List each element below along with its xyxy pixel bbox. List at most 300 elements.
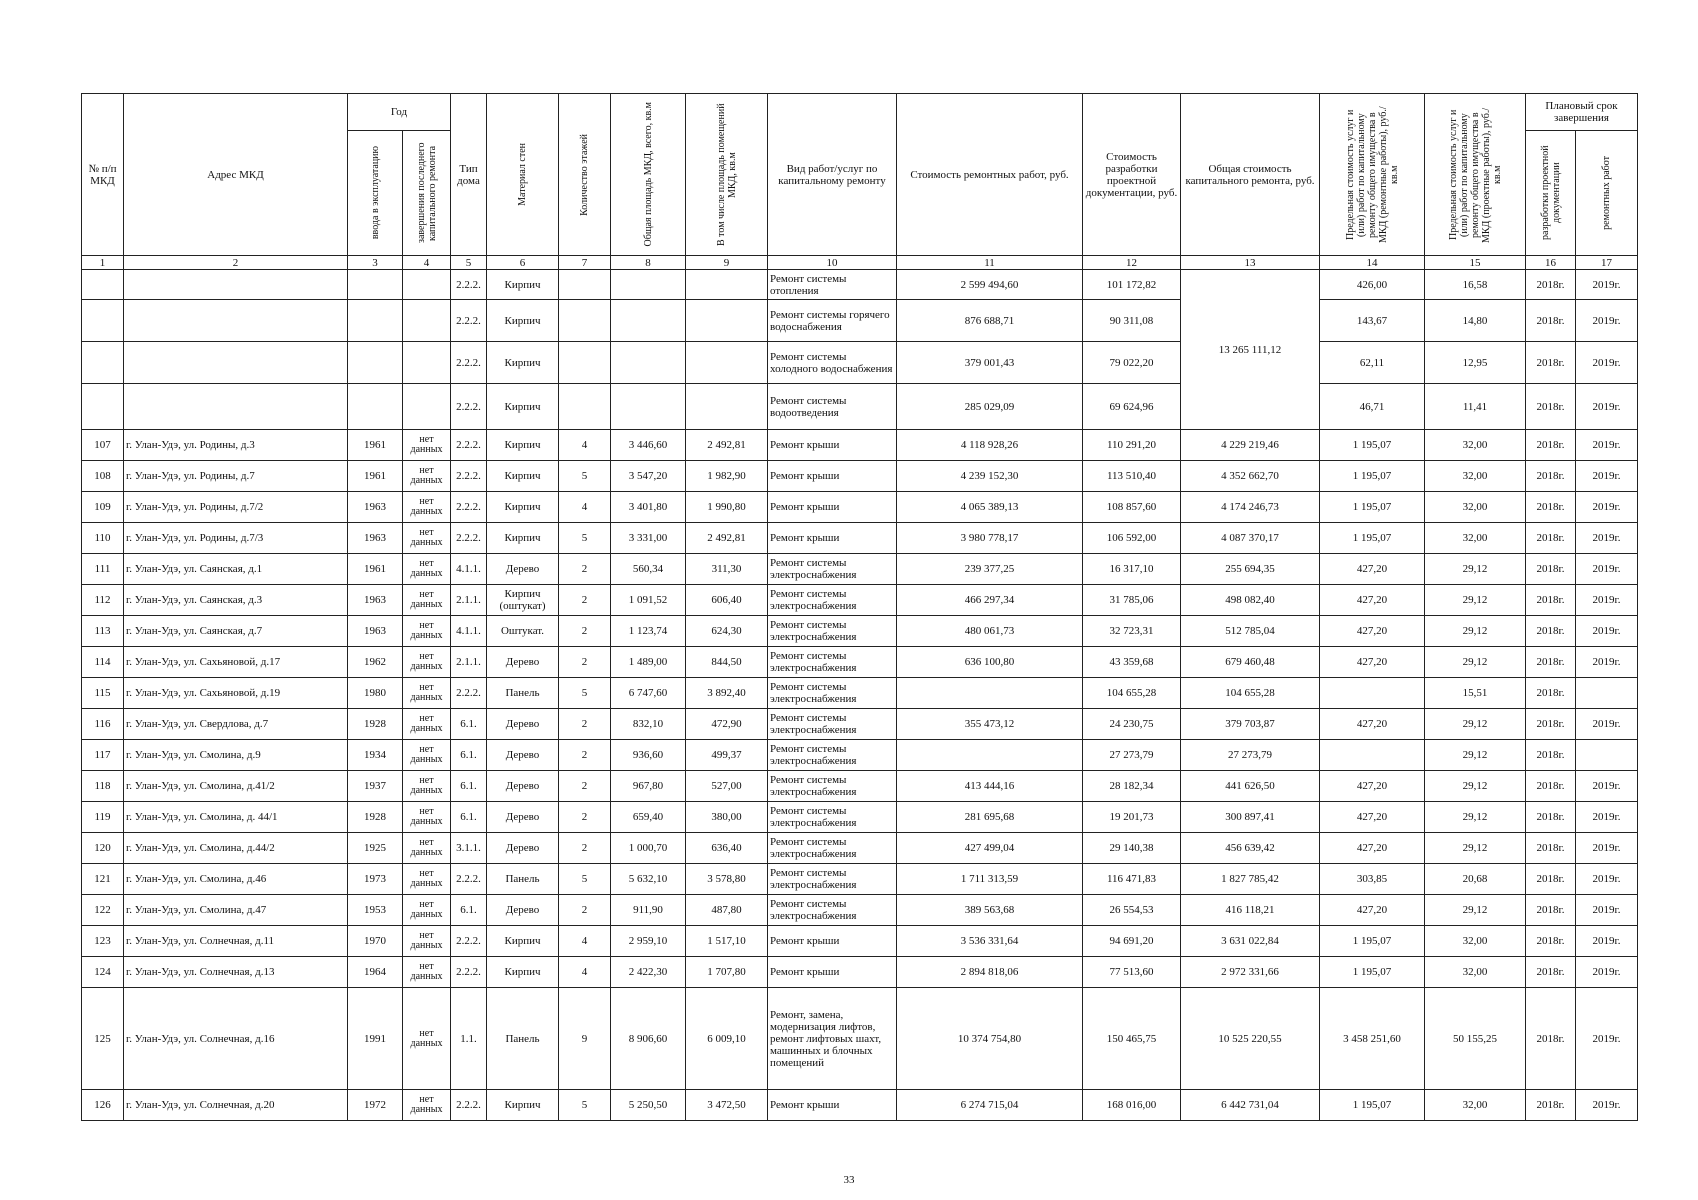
- total-cost-cell: 27 273,79: [1181, 740, 1320, 771]
- table-row: [82, 833, 1638, 864]
- floors-cell: 5: [559, 864, 611, 895]
- limit-design-cell: 14,80: [1425, 300, 1526, 342]
- table-cell: [611, 270, 686, 300]
- limit-design-cell: 32,00: [1425, 957, 1526, 988]
- limit-repair-cell: [1320, 740, 1425, 771]
- total-area-cell: 967,80: [611, 771, 686, 802]
- work-cell: Ремонт крыши: [768, 430, 897, 461]
- total-cost-cell: 512 785,04: [1181, 616, 1320, 647]
- floors-cell: 2: [559, 709, 611, 740]
- year-repair-cell: нет данных: [403, 864, 451, 895]
- type-cell: 2.1.1.: [451, 585, 487, 616]
- deadline-design-cell: 2018г.: [1526, 554, 1576, 585]
- deadline-design-cell: 2018г.: [1526, 523, 1576, 554]
- row-number-cell: 125: [82, 988, 124, 1090]
- table-row: [82, 1090, 1638, 1121]
- limit-design-cell: 32,00: [1425, 523, 1526, 554]
- deadline-repair-cell: 2019г.: [1576, 895, 1638, 926]
- year-commission-cell: 1961: [348, 554, 403, 585]
- table-cell: [124, 342, 348, 384]
- repair-cost-cell: 480 061,73: [897, 616, 1083, 647]
- total-cost-cell: 10 525 220,55: [1181, 988, 1320, 1090]
- design-cost-cell: 106 592,00: [1083, 523, 1181, 554]
- work-cell: Ремонт, замена, модернизация лифтов, ремонт лифтовых шахт, машинных и блочных помещений: [768, 988, 897, 1090]
- total-cost-cell: 379 703,87: [1181, 709, 1320, 740]
- deadline-repair-cell: 2019г.: [1576, 492, 1638, 523]
- deadline-repair-cell: 2019г.: [1576, 771, 1638, 802]
- row-number-cell: 116: [82, 709, 124, 740]
- deadline-repair-cell: 2019г.: [1576, 523, 1638, 554]
- header-year-repair: завершения последнего капитального ремонта: [403, 131, 451, 256]
- material-cell: Кирпич: [487, 1090, 559, 1121]
- deadline-repair-cell: 2019г.: [1576, 833, 1638, 864]
- row-number-cell: 119: [82, 802, 124, 833]
- living-area-cell: 527,00: [686, 771, 768, 802]
- design-cost-cell: 69 624,96: [1083, 384, 1181, 430]
- work-cell: Ремонт системы электроснабжения: [768, 585, 897, 616]
- table-row: [82, 988, 1638, 1090]
- type-cell: 2.2.2.: [451, 1090, 487, 1121]
- repair-cost-cell: 1 711 313,59: [897, 864, 1083, 895]
- year-commission-cell: 1928: [348, 709, 403, 740]
- deadline-design-cell: 2018г.: [1526, 740, 1576, 771]
- table-row: [82, 771, 1638, 802]
- type-cell: 2.2.2.: [451, 492, 487, 523]
- address-cell: г. Улан-Удэ, ул. Родины, д.3: [124, 430, 348, 461]
- repair-cost-cell: 6 274 715,04: [897, 1090, 1083, 1121]
- material-cell: Дерево: [487, 554, 559, 585]
- design-cost-cell: 19 201,73: [1083, 802, 1181, 833]
- table-cell: [686, 300, 768, 342]
- limit-design-cell: 32,00: [1425, 492, 1526, 523]
- address-cell: г. Улан-Удэ, ул. Смолина, д. 44/1: [124, 802, 348, 833]
- limit-design-cell: 32,00: [1425, 1090, 1526, 1121]
- work-cell: Ремонт крыши: [768, 461, 897, 492]
- deadline-design-cell: 2018г.: [1526, 709, 1576, 740]
- design-cost-cell: 90 311,08: [1083, 300, 1181, 342]
- floors-cell: 2: [559, 802, 611, 833]
- address-cell: г. Улан-Удэ, ул. Сахьяновой, д.19: [124, 678, 348, 709]
- deadline-repair-cell: [1576, 678, 1638, 709]
- living-area-cell: 3 892,40: [686, 678, 768, 709]
- table-body: [82, 270, 1638, 1121]
- limit-design-cell: 29,12: [1425, 895, 1526, 926]
- design-cost-cell: 168 016,00: [1083, 1090, 1181, 1121]
- table-row: [82, 802, 1638, 833]
- deadline-repair-cell: 2019г.: [1576, 988, 1638, 1090]
- design-cost-cell: 116 471,83: [1083, 864, 1181, 895]
- deadline-repair-cell: 2019г.: [1576, 554, 1638, 585]
- type-cell: 2.2.2.: [451, 926, 487, 957]
- type-cell: 6.1.: [451, 802, 487, 833]
- type-cell: 2.2.2.: [451, 270, 487, 300]
- row-number-cell: 126: [82, 1090, 124, 1121]
- table-row: [82, 384, 1638, 430]
- limit-repair-cell: 1 195,07: [1320, 926, 1425, 957]
- type-cell: 6.1.: [451, 895, 487, 926]
- year-commission-cell: 1991: [348, 988, 403, 1090]
- row-number-cell: 124: [82, 957, 124, 988]
- limit-repair-cell: 143,67: [1320, 300, 1425, 342]
- total-area-cell: 3 446,60: [611, 430, 686, 461]
- header-limit-repair: Предельная стоимость услуг и (или) работ по капитальному ремонту общего имущества в МКД (ремонтные работы), руб./кв.м: [1320, 94, 1425, 256]
- address-cell: г. Улан-Удэ, ул. Сахьяновой, д.17: [124, 647, 348, 678]
- address-cell: г. Улан-Удэ, ул. Солнечная, д.13: [124, 957, 348, 988]
- year-repair-cell: нет данных: [403, 957, 451, 988]
- material-cell: Дерево: [487, 833, 559, 864]
- floors-cell: 4: [559, 926, 611, 957]
- limit-repair-cell: 427,20: [1320, 616, 1425, 647]
- year-commission-cell: 1963: [348, 523, 403, 554]
- design-cost-cell: 79 022,20: [1083, 342, 1181, 384]
- living-area-cell: 624,30: [686, 616, 768, 647]
- total-cost-cell: 4 174 246,73: [1181, 492, 1320, 523]
- design-cost-cell: 104 655,28: [1083, 678, 1181, 709]
- floors-cell: 5: [559, 1090, 611, 1121]
- total-cost-cell: 456 639,42: [1181, 833, 1320, 864]
- type-cell: 3.1.1.: [451, 833, 487, 864]
- deadline-design-cell: 2018г.: [1526, 988, 1576, 1090]
- limit-repair-cell: 3 458 251,60: [1320, 988, 1425, 1090]
- total-cost-cell: 2 972 331,66: [1181, 957, 1320, 988]
- type-cell: 6.1.: [451, 740, 487, 771]
- document-page: [81, 93, 1637, 1121]
- header-design-cost: Стоимость разработки проектной документации, руб.: [1083, 94, 1181, 256]
- work-cell: Ремонт крыши: [768, 492, 897, 523]
- deadline-design-cell: 2018г.: [1526, 957, 1576, 988]
- type-cell: 6.1.: [451, 771, 487, 802]
- limit-repair-cell: 427,20: [1320, 647, 1425, 678]
- limit-design-cell: 32,00: [1425, 461, 1526, 492]
- limit-repair-cell: 1 195,07: [1320, 523, 1425, 554]
- table-cell: [611, 300, 686, 342]
- total-cost-cell: 13 265 111,12: [1181, 270, 1320, 430]
- repair-cost-cell: 379 001,43: [897, 342, 1083, 384]
- header-deadline-group: Плановый срок завершения: [1526, 94, 1638, 131]
- column-number: 1: [82, 256, 124, 270]
- table-cell: [124, 300, 348, 342]
- year-repair-cell: нет данных: [403, 926, 451, 957]
- table-row: [82, 864, 1638, 895]
- design-cost-cell: 31 785,06: [1083, 585, 1181, 616]
- work-cell: Ремонт системы электроснабжения: [768, 895, 897, 926]
- column-number: 16: [1526, 256, 1576, 270]
- living-area-cell: 2 492,81: [686, 523, 768, 554]
- address-cell: г. Улан-Удэ, ул. Солнечная, д.11: [124, 926, 348, 957]
- column-number: 10: [768, 256, 897, 270]
- deadline-design-cell: 2018г.: [1526, 1090, 1576, 1121]
- column-number: 11: [897, 256, 1083, 270]
- limit-repair-cell: 1 195,07: [1320, 461, 1425, 492]
- year-repair-cell: нет данных: [403, 895, 451, 926]
- floors-cell: 2: [559, 895, 611, 926]
- repair-cost-cell: 4 118 928,26: [897, 430, 1083, 461]
- address-cell: г. Улан-Удэ, ул. Смолина, д.44/2: [124, 833, 348, 864]
- deadline-repair-cell: 2019г.: [1576, 461, 1638, 492]
- total-area-cell: 6 747,60: [611, 678, 686, 709]
- material-cell: Дерево: [487, 647, 559, 678]
- total-cost-cell: 1 827 785,42: [1181, 864, 1320, 895]
- work-cell: Ремонт крыши: [768, 926, 897, 957]
- address-cell: г. Улан-Удэ, ул. Саянская, д.7: [124, 616, 348, 647]
- repair-cost-cell: 4 239 152,30: [897, 461, 1083, 492]
- total-area-cell: 1 489,00: [611, 647, 686, 678]
- material-cell: Дерево: [487, 740, 559, 771]
- material-cell: Кирпич: [487, 926, 559, 957]
- deadline-repair-cell: 2019г.: [1576, 926, 1638, 957]
- address-cell: г. Улан-Удэ, ул. Родины, д.7/3: [124, 523, 348, 554]
- total-area-cell: 560,34: [611, 554, 686, 585]
- limit-repair-cell: 1 195,07: [1320, 430, 1425, 461]
- deadline-design-cell: 2018г.: [1526, 300, 1576, 342]
- type-cell: 2.2.2.: [451, 430, 487, 461]
- floors-cell: 5: [559, 523, 611, 554]
- repair-cost-cell: 3 536 331,64: [897, 926, 1083, 957]
- type-cell: 2.2.2.: [451, 957, 487, 988]
- work-cell: Ремонт крыши: [768, 1090, 897, 1121]
- total-area-cell: 832,10: [611, 709, 686, 740]
- year-repair-cell: нет данных: [403, 709, 451, 740]
- limit-design-cell: 29,12: [1425, 554, 1526, 585]
- year-repair-cell: нет данных: [403, 833, 451, 864]
- repair-cost-cell: [897, 740, 1083, 771]
- row-number-cell: 123: [82, 926, 124, 957]
- limit-repair-cell: 1 195,07: [1320, 1090, 1425, 1121]
- table-row: [82, 523, 1638, 554]
- deadline-design-cell: 2018г.: [1526, 864, 1576, 895]
- table-row: [82, 616, 1638, 647]
- table-cell: [348, 270, 403, 300]
- material-cell: Кирпич: [487, 300, 559, 342]
- year-repair-cell: нет данных: [403, 647, 451, 678]
- limit-design-cell: 32,00: [1425, 926, 1526, 957]
- row-number-cell: 112: [82, 585, 124, 616]
- table-row: [82, 895, 1638, 926]
- limit-design-cell: 50 155,25: [1425, 988, 1526, 1090]
- floors-cell: 2: [559, 771, 611, 802]
- limit-repair-cell: 426,00: [1320, 270, 1425, 300]
- row-number-cell: 107: [82, 430, 124, 461]
- total-cost-cell: 498 082,40: [1181, 585, 1320, 616]
- address-cell: г. Улан-Удэ, ул. Солнечная, д.20: [124, 1090, 348, 1121]
- work-cell: Ремонт крыши: [768, 523, 897, 554]
- design-cost-cell: 27 273,79: [1083, 740, 1181, 771]
- repair-cost-cell: 4 065 389,13: [897, 492, 1083, 523]
- row-number-cell: 117: [82, 740, 124, 771]
- floors-cell: 2: [559, 740, 611, 771]
- address-cell: г. Улан-Удэ, ул. Солнечная, д.16: [124, 988, 348, 1090]
- year-commission-cell: 1937: [348, 771, 403, 802]
- limit-repair-cell: 1 195,07: [1320, 957, 1425, 988]
- deadline-repair-cell: 2019г.: [1576, 270, 1638, 300]
- limit-repair-cell: 427,20: [1320, 833, 1425, 864]
- material-cell: Кирпич: [487, 270, 559, 300]
- work-cell: Ремонт системы электроснабжения: [768, 709, 897, 740]
- total-cost-cell: 679 460,48: [1181, 647, 1320, 678]
- table-row: [82, 740, 1638, 771]
- total-area-cell: 8 906,60: [611, 988, 686, 1090]
- limit-design-cell: 20,68: [1425, 864, 1526, 895]
- column-number: 14: [1320, 256, 1425, 270]
- column-number: 8: [611, 256, 686, 270]
- column-number: 5: [451, 256, 487, 270]
- material-cell: Дерево: [487, 802, 559, 833]
- design-cost-cell: 110 291,20: [1083, 430, 1181, 461]
- living-area-cell: 1 982,90: [686, 461, 768, 492]
- material-cell: Кирпич: [487, 957, 559, 988]
- total-cost-cell: 6 442 731,04: [1181, 1090, 1320, 1121]
- total-area-cell: 659,40: [611, 802, 686, 833]
- floors-cell: 2: [559, 647, 611, 678]
- year-repair-cell: нет данных: [403, 678, 451, 709]
- table-cell: [559, 384, 611, 430]
- living-area-cell: 1 990,80: [686, 492, 768, 523]
- work-cell: Ремонт системы электроснабжения: [768, 802, 897, 833]
- total-cost-cell: 4 229 219,46: [1181, 430, 1320, 461]
- address-cell: г. Улан-Удэ, ул. Смолина, д.46: [124, 864, 348, 895]
- material-cell: Панель: [487, 678, 559, 709]
- table-row: [82, 709, 1638, 740]
- year-repair-cell: нет данных: [403, 554, 451, 585]
- limit-repair-cell: 1 195,07: [1320, 492, 1425, 523]
- table-cell: [559, 300, 611, 342]
- work-cell: Ремонт системы электроснабжения: [768, 616, 897, 647]
- repair-cost-cell: 3 980 778,17: [897, 523, 1083, 554]
- table-cell: [559, 342, 611, 384]
- total-area-cell: 3 331,00: [611, 523, 686, 554]
- year-commission-cell: 1963: [348, 492, 403, 523]
- header-total-cost: Общая стоимость капитального ремонта, руб.: [1181, 94, 1320, 256]
- type-cell: 4.1.1.: [451, 554, 487, 585]
- year-commission-cell: 1928: [348, 802, 403, 833]
- work-cell: Ремонт системы электроснабжения: [768, 864, 897, 895]
- header-address: Адрес МКД: [124, 94, 348, 256]
- address-cell: г. Улан-Удэ, ул. Смолина, д.41/2: [124, 771, 348, 802]
- table-row: [82, 957, 1638, 988]
- deadline-design-cell: 2018г.: [1526, 802, 1576, 833]
- repair-cost-cell: [897, 678, 1083, 709]
- deadline-design-cell: 2018г.: [1526, 895, 1576, 926]
- floors-cell: 4: [559, 492, 611, 523]
- type-cell: 2.2.2.: [451, 384, 487, 430]
- material-cell: Дерево: [487, 771, 559, 802]
- limit-repair-cell: 62,11: [1320, 342, 1425, 384]
- work-cell: Ремонт системы холодного водоснабжения: [768, 342, 897, 384]
- year-commission-cell: 1953: [348, 895, 403, 926]
- type-cell: 2.2.2.: [451, 300, 487, 342]
- limit-design-cell: 12,95: [1425, 342, 1526, 384]
- row-number-cell: 110: [82, 523, 124, 554]
- header-type: Тип дома: [451, 94, 487, 256]
- row-number-cell: 115: [82, 678, 124, 709]
- repair-cost-cell: 355 473,12: [897, 709, 1083, 740]
- limit-repair-cell: 427,20: [1320, 709, 1425, 740]
- year-commission-cell: 1961: [348, 461, 403, 492]
- deadline-design-cell: 2018г.: [1526, 616, 1576, 647]
- design-cost-cell: 77 513,60: [1083, 957, 1181, 988]
- deadline-repair-cell: 2019г.: [1576, 802, 1638, 833]
- material-cell: Кирпич: [487, 430, 559, 461]
- table-cell: [124, 384, 348, 430]
- year-commission-cell: 1962: [348, 647, 403, 678]
- repair-cost-cell: 2 894 818,06: [897, 957, 1083, 988]
- total-cost-cell: 300 897,41: [1181, 802, 1320, 833]
- column-number: 7: [559, 256, 611, 270]
- year-commission-cell: 1970: [348, 926, 403, 957]
- address-cell: г. Улан-Удэ, ул. Саянская, д.1: [124, 554, 348, 585]
- total-area-cell: 5 250,50: [611, 1090, 686, 1121]
- floors-cell: 2: [559, 585, 611, 616]
- deadline-repair-cell: 2019г.: [1576, 709, 1638, 740]
- total-area-cell: 1 123,74: [611, 616, 686, 647]
- total-area-cell: 3 401,80: [611, 492, 686, 523]
- total-area-cell: 936,60: [611, 740, 686, 771]
- material-cell: Панель: [487, 864, 559, 895]
- year-commission-cell: 1963: [348, 585, 403, 616]
- deadline-repair-cell: 2019г.: [1576, 300, 1638, 342]
- table-cell: [559, 270, 611, 300]
- year-repair-cell: нет данных: [403, 988, 451, 1090]
- table-cell: [348, 384, 403, 430]
- design-cost-cell: 29 140,38: [1083, 833, 1181, 864]
- living-area-cell: 1 707,80: [686, 957, 768, 988]
- living-area-cell: 606,40: [686, 585, 768, 616]
- header-limit-design: Предельная стоимость услуг и (или) работ по капитальному ремонту общего имущества в МКД (проектные работы), руб./кв.м: [1425, 94, 1526, 256]
- column-number: 17: [1576, 256, 1638, 270]
- limit-design-cell: 16,58: [1425, 270, 1526, 300]
- work-cell: Ремонт системы отопления: [768, 270, 897, 300]
- table-row: [82, 270, 1638, 300]
- year-commission-cell: 1963: [348, 616, 403, 647]
- table-row: [82, 342, 1638, 384]
- work-cell: Ремонт системы электроснабжения: [768, 678, 897, 709]
- year-repair-cell: нет данных: [403, 461, 451, 492]
- year-commission-cell: 1934: [348, 740, 403, 771]
- living-area-cell: 844,50: [686, 647, 768, 678]
- material-cell: Оштукат.: [487, 616, 559, 647]
- row-number-cell: 120: [82, 833, 124, 864]
- deadline-repair-cell: 2019г.: [1576, 647, 1638, 678]
- table-cell: [611, 384, 686, 430]
- design-cost-cell: 24 230,75: [1083, 709, 1181, 740]
- limit-design-cell: 29,12: [1425, 647, 1526, 678]
- table-cell: [403, 300, 451, 342]
- total-area-cell: 3 547,20: [611, 461, 686, 492]
- floors-cell: 9: [559, 988, 611, 1090]
- year-repair-cell: нет данных: [403, 771, 451, 802]
- design-cost-cell: 108 857,60: [1083, 492, 1181, 523]
- header-year-group: Год: [348, 94, 451, 131]
- year-commission-cell: 1980: [348, 678, 403, 709]
- column-number: 13: [1181, 256, 1320, 270]
- header-floors: Количество этажей: [559, 94, 611, 256]
- row-number-cell: 111: [82, 554, 124, 585]
- table-cell: [611, 342, 686, 384]
- limit-repair-cell: 427,20: [1320, 895, 1425, 926]
- deadline-design-cell: 2018г.: [1526, 342, 1576, 384]
- floors-cell: 5: [559, 678, 611, 709]
- table-cell: [686, 342, 768, 384]
- deadline-design-cell: 2018г.: [1526, 771, 1576, 802]
- material-cell: Дерево: [487, 895, 559, 926]
- repair-cost-cell: 876 688,71: [897, 300, 1083, 342]
- header-work-type: Вид работ/услуг по капитальному ремонту: [768, 94, 897, 256]
- deadline-repair-cell: 2019г.: [1576, 616, 1638, 647]
- limit-design-cell: 29,12: [1425, 802, 1526, 833]
- year-repair-cell: нет данных: [403, 492, 451, 523]
- year-repair-cell: нет данных: [403, 585, 451, 616]
- header-num: № п/п МКД: [82, 94, 124, 256]
